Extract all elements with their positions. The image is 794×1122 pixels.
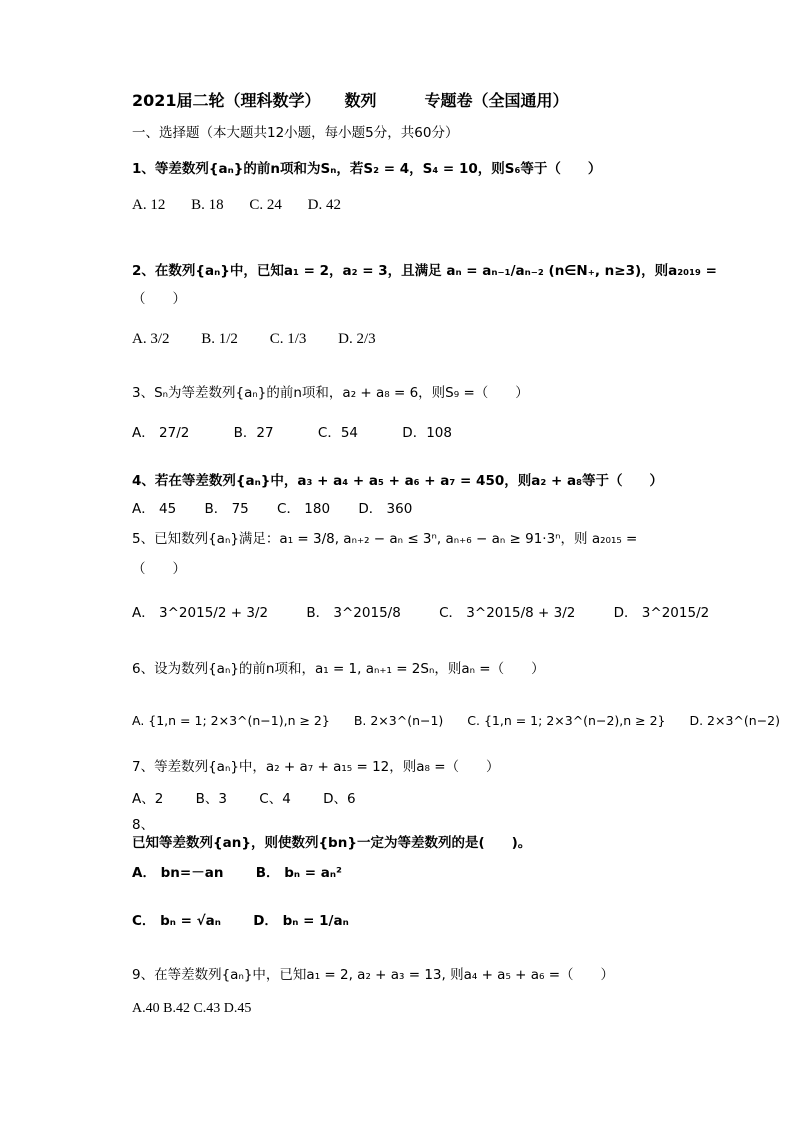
question-5-options xyxy=(132,604,709,622)
option-a: A． 3^2015/2 + 3/2 xyxy=(132,605,269,621)
question-9-stem: 9、在等差数列{aₙ}中，已知a₁ = 2, a₂ + a₃ = 13, 则a₄ + a₅ + a₆ =（ ） xyxy=(132,967,615,983)
question-2-paren: （ ） xyxy=(132,291,186,307)
option-c: C． 180 xyxy=(277,501,331,517)
option-d: D． bₙ = 1/aₙ xyxy=(253,913,349,929)
option-c: C． bₙ = √aₙ xyxy=(132,913,221,929)
option-a: A． bn=－an xyxy=(132,865,224,881)
option-a: A、2 xyxy=(132,791,164,807)
option-b: B． 3^2015/8 xyxy=(306,605,401,621)
option-b: B． 75 xyxy=(204,501,249,517)
option-d: D． 360 xyxy=(358,501,413,517)
question-5-paren: （ ） xyxy=(132,561,186,577)
document-title: 2021届二轮（理科数学） 数列 专题卷（全国通用） xyxy=(132,91,569,110)
question-8-options-row1 xyxy=(132,864,342,882)
question-3-options xyxy=(132,424,452,442)
option-c: C. 24 xyxy=(249,197,282,213)
option-c: C． 3^2015/8 + 3/2 xyxy=(439,605,576,621)
option-c: C．54 xyxy=(317,425,358,441)
option-d: D. 2/3 xyxy=(338,331,376,347)
option-a: A. {1,n = 1; 2×3^(n−1),n ≥ 2} xyxy=(132,713,330,728)
question-8-number: 8、 xyxy=(132,817,155,833)
question-5-stem: 5、已知数列{aₙ}满足：a₁ = 3/8, aₙ₊₂ − aₙ ≤ 3ⁿ, aₙ₊₆ − aₙ ≥ 91·3ⁿ，则 a₂₀₁₅ = xyxy=(132,531,638,547)
option-c: C. {1,n = 1; 2×3^(n−2),n ≥ 2} xyxy=(467,713,666,728)
question-9-options: A.40 B.42 C.43 D.45 xyxy=(132,1001,252,1016)
section-header: 一、选择题（本大题共12小题，每小题5分，共60分） xyxy=(132,125,459,141)
question-4-options xyxy=(132,500,412,518)
question-8-stem: 已知等差数列{an}，则使数列{bn}一定为等差数列的是( )。 xyxy=(132,835,532,851)
question-6-stem: 6、设为数列{aₙ}的前n项和，a₁ = 1, aₙ₊₁ = 2Sₙ，则aₙ =（ ） xyxy=(132,661,545,677)
question-1-options xyxy=(132,196,341,214)
question-6-options xyxy=(132,712,780,730)
option-b: B．27 xyxy=(233,425,274,441)
option-a: A. 3/2 xyxy=(132,331,170,347)
option-a: A． 27/2 xyxy=(132,425,190,441)
question-1-stem: 1、等差数列{aₙ}的前n项和为Sₙ，若S₂ = 4，S₄ = 10，则S₆等于（ ） xyxy=(132,161,602,177)
question-2-options xyxy=(132,330,376,348)
question-7-options xyxy=(132,790,356,808)
option-d: D、6 xyxy=(323,791,356,807)
question-2-stem: 2、在数列{aₙ}中，已知a₁ = 2，a₂ = 3，且满足 aₙ = aₙ₋₁/aₙ₋₂ (n∈N₊, n≥3)，则a₂₀₁₉ = xyxy=(132,263,717,279)
option-b: B. 2×3^(n−1) xyxy=(353,713,444,728)
question-7-stem: 7、等差数列{aₙ}中，a₂ + a₇ + a₁₅ = 12，则a₈ =（ ） xyxy=(132,759,500,775)
option-a: A. 12 xyxy=(132,197,166,213)
option-d: D. 42 xyxy=(307,197,341,213)
option-d: D．108 xyxy=(402,425,452,441)
option-c: C. 1/3 xyxy=(269,331,307,347)
option-b: B. 18 xyxy=(191,197,224,213)
option-b: B. 1/2 xyxy=(201,331,238,347)
question-4-stem: 4、若在等差数列{aₙ}中，a₃ + a₄ + a₅ + a₆ + a₇ = 450，则a₂ + a₈等于（ ） xyxy=(132,473,663,489)
option-d: D. 2×3^(n−2) xyxy=(689,713,781,728)
option-d: D． 3^2015/2 xyxy=(613,605,710,621)
option-b: B、3 xyxy=(195,791,227,807)
question-3-stem: 3、Sₙ为等差数列{aₙ}的前n项和，a₂ + a₈ = 6，则S₉ =（ ） xyxy=(132,385,529,401)
option-b: B． bₙ = aₙ² xyxy=(255,865,342,881)
option-c: C、4 xyxy=(259,791,291,807)
question-8-options-row2 xyxy=(132,912,349,930)
option-a: A． 45 xyxy=(132,501,177,517)
